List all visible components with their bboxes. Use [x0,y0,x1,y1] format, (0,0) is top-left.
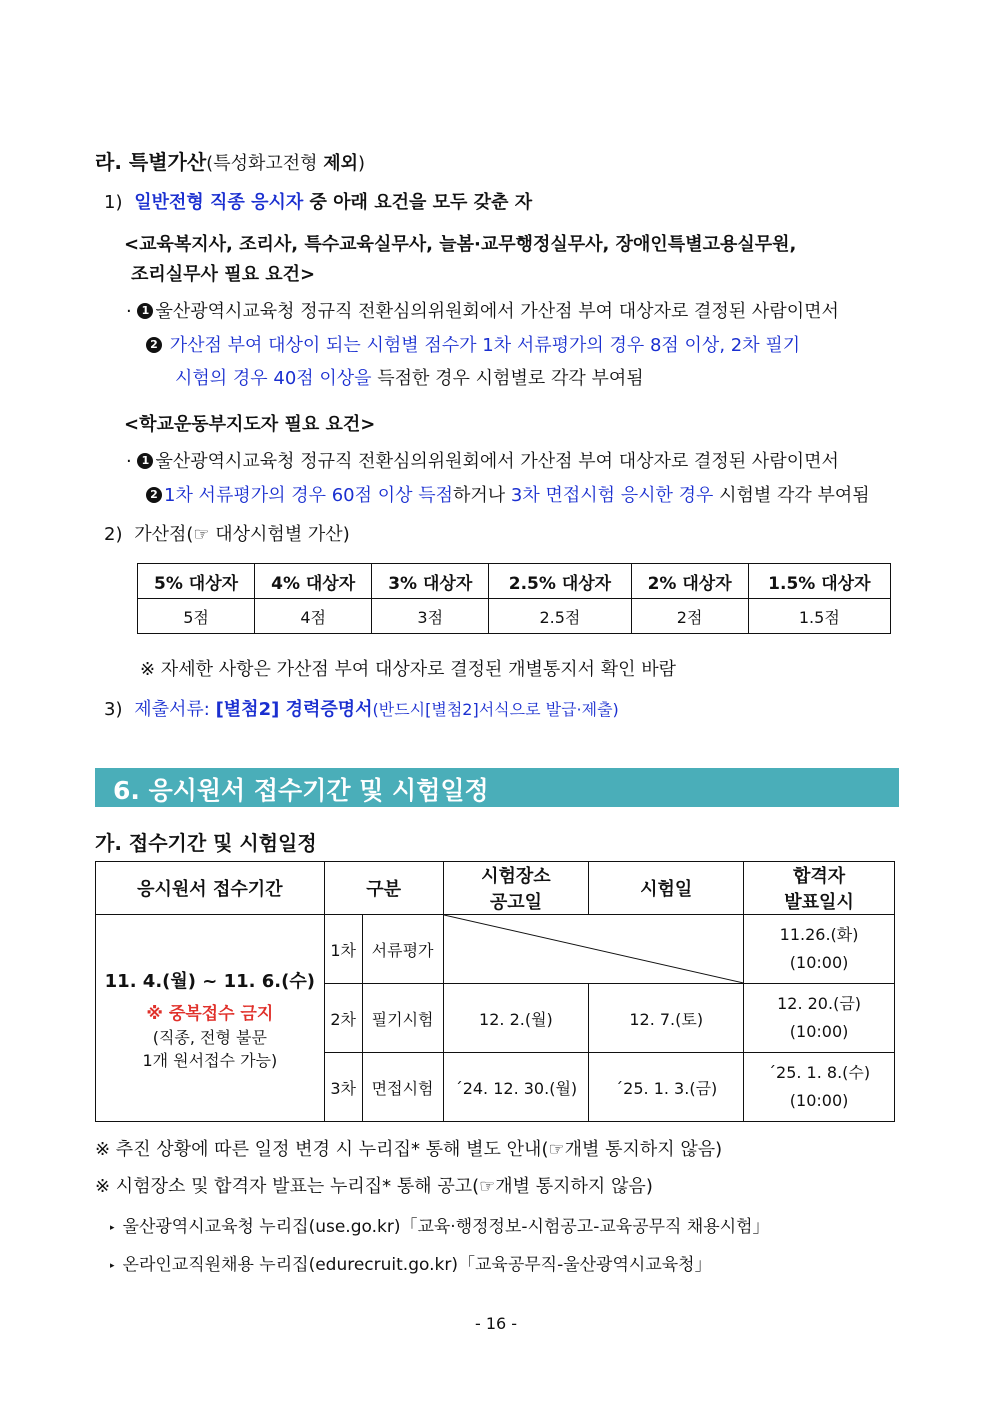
bonus-value: 1.5점 [748,599,890,634]
number-1-icon: 1 [137,303,153,319]
bonus-note: ※ 자세한 사항은 가산점 부여 대상자로 결정된 개별통지서 확인 바람 [140,659,677,680]
triangle-bullet-icon: ▸ [110,1261,115,1271]
stage-name-cell: 면접시험 [362,1053,443,1122]
group1-condition-2: 2 가산점 부여 대상이 되는 시험별 점수가 1차 서류평가의 경우 8점 이상, 2차 필기 [146,331,800,357]
section-6-title-bar [95,768,899,807]
page-number: - 16 - [474,1314,518,1333]
schedule-table [95,861,895,1122]
period-dates: 11. 4.(월) ~ 11. 6.(수) [104,971,315,993]
bonus-header: 4% 대상자 [255,564,372,599]
number-1-icon: 1 [137,453,153,469]
section-ra-heading: 라. 특별가산(특성화고전형 제외) [95,150,366,174]
result-cell: ´25. 1. 8.(수) (10:00) [744,1053,895,1122]
not-applicable-cell [443,915,744,984]
section-6-title: 6. 응시원서 접수기간 및 시험일정 [113,776,489,805]
stage-cell: 1차 [324,915,362,984]
bonus-value: 4점 [255,599,372,634]
stage-name-cell: 필기시험 [362,984,443,1053]
result-cell: 11.26.(화) (10:00) [744,915,895,984]
venue-date-cell: 12. 2.(월) [443,984,589,1053]
group1-condition-2-line2: 시험의 경우 40점 이상을 득점한 경우 시험별로 각각 부여됨 [175,368,644,389]
link-text[interactable]: 울산광역시교육청 누리집(use.go.kr)「교육·행정정보-시험공고-교육공무직 채용시험」 [122,1217,770,1237]
period-note-line2: 1개 원서접수 가능) [142,1051,278,1071]
schedule-note-2: ※ 시험장소 및 합격자 발표는 누리집* 통해 공고(☞개별 통지하지 않음) [95,1176,653,1197]
item-1: 1) 일반전형 직종 응시자 중 아래 요건을 모두 갖춘 자 [104,192,533,213]
period-note-line1: (직종, 전형 불문 [152,1028,267,1048]
item-3: 3) 제출서류: [별첨2] 경력증명서(반드시[별첨2]서식으로 발급·제출) [104,699,619,720]
number-2-icon: 2 [146,337,162,353]
stage-cell: 2차 [324,984,362,1053]
bonus-header: 2% 대상자 [631,564,748,599]
number-2-icon: 2 [146,487,162,503]
duplicate-warning: ※ 중복접수 금지 [146,1003,274,1024]
link-item-1 [110,1212,770,1237]
header-result: 합격자 발표일시 [744,862,895,915]
bonus-table-header-row [138,564,891,599]
schedule-note-1: ※ 추진 상황에 따른 일정 변경 시 누리집* 통해 별도 안내(☞개별 통지하지 않음) [95,1139,723,1160]
result-cell: 12. 20.(금) (10:00) [744,984,895,1053]
group2-title: <학교운동부지도자 필요 요건> [124,414,376,435]
exam-date-cell: 12. 7.(토) [589,984,744,1053]
link-text[interactable]: 온라인교직원채용 누리집(edurecruit.go.kr)「교육공무직-울산광역시교육청」 [122,1255,712,1275]
bonus-table-value-row [138,599,891,634]
header-period: 응시원서 접수기간 [96,862,325,915]
section-ra-title: 라. 특별가산 [95,150,207,174]
header-exam-date: 시험일 [589,862,744,915]
group2-condition-2: 2 1차 서류평가의 경우 60점 이상 득점하거나 3차 면접시험 응시한 경우 시험별 각각 부여됨 [146,481,870,507]
triangle-bullet-icon: ▸ [110,1223,115,1233]
schedule-header-row [96,862,895,915]
period-cell [96,915,325,1122]
stage-cell: 3차 [324,1053,362,1122]
table-row [96,915,895,984]
bonus-value: 3점 [372,599,489,634]
link-item-2 [110,1250,712,1275]
header-category: 구분 [324,862,443,915]
group2-condition-1: · 1 울산광역시교육청 정규직 전환심의위원회에서 가산점 부여 대상자로 결정된 사람이면서 [126,451,839,472]
schedule-sub-heading: 가. 접수기간 및 시험일정 [95,831,317,855]
bonus-header: 1.5% 대상자 [748,564,890,599]
bonus-value: 2점 [631,599,748,634]
diagonal-line [444,915,744,983]
item-2: 2) 가산점(☞ 대상시험별 가산) [104,524,350,545]
bonus-value: 5점 [138,599,255,634]
group1-condition-1: · 1 울산광역시교육청 정규직 전환심의위원회에서 가산점 부여 대상자로 결정된 사람이면서 [126,301,839,322]
venue-date-cell: ´24. 12. 30.(월) [443,1053,589,1122]
group1-title-line1: <교육복지사, 조리사, 특수교육실무사, 늘봄·교무행정실무사, 장애인특별고용실무원, [124,234,797,255]
bonus-header: 3% 대상자 [372,564,489,599]
bonus-table [137,563,891,634]
bonus-value: 2.5점 [489,599,631,634]
bonus-header: 5% 대상자 [138,564,255,599]
bonus-header: 2.5% 대상자 [489,564,631,599]
header-venue: 시험장소 공고일 [443,862,589,915]
stage-name-cell: 서류평가 [362,915,443,984]
exam-date-cell: ´25. 1. 3.(금) [589,1053,744,1122]
group1-title-line2: 조리실무사 필요 요건> [131,264,316,285]
